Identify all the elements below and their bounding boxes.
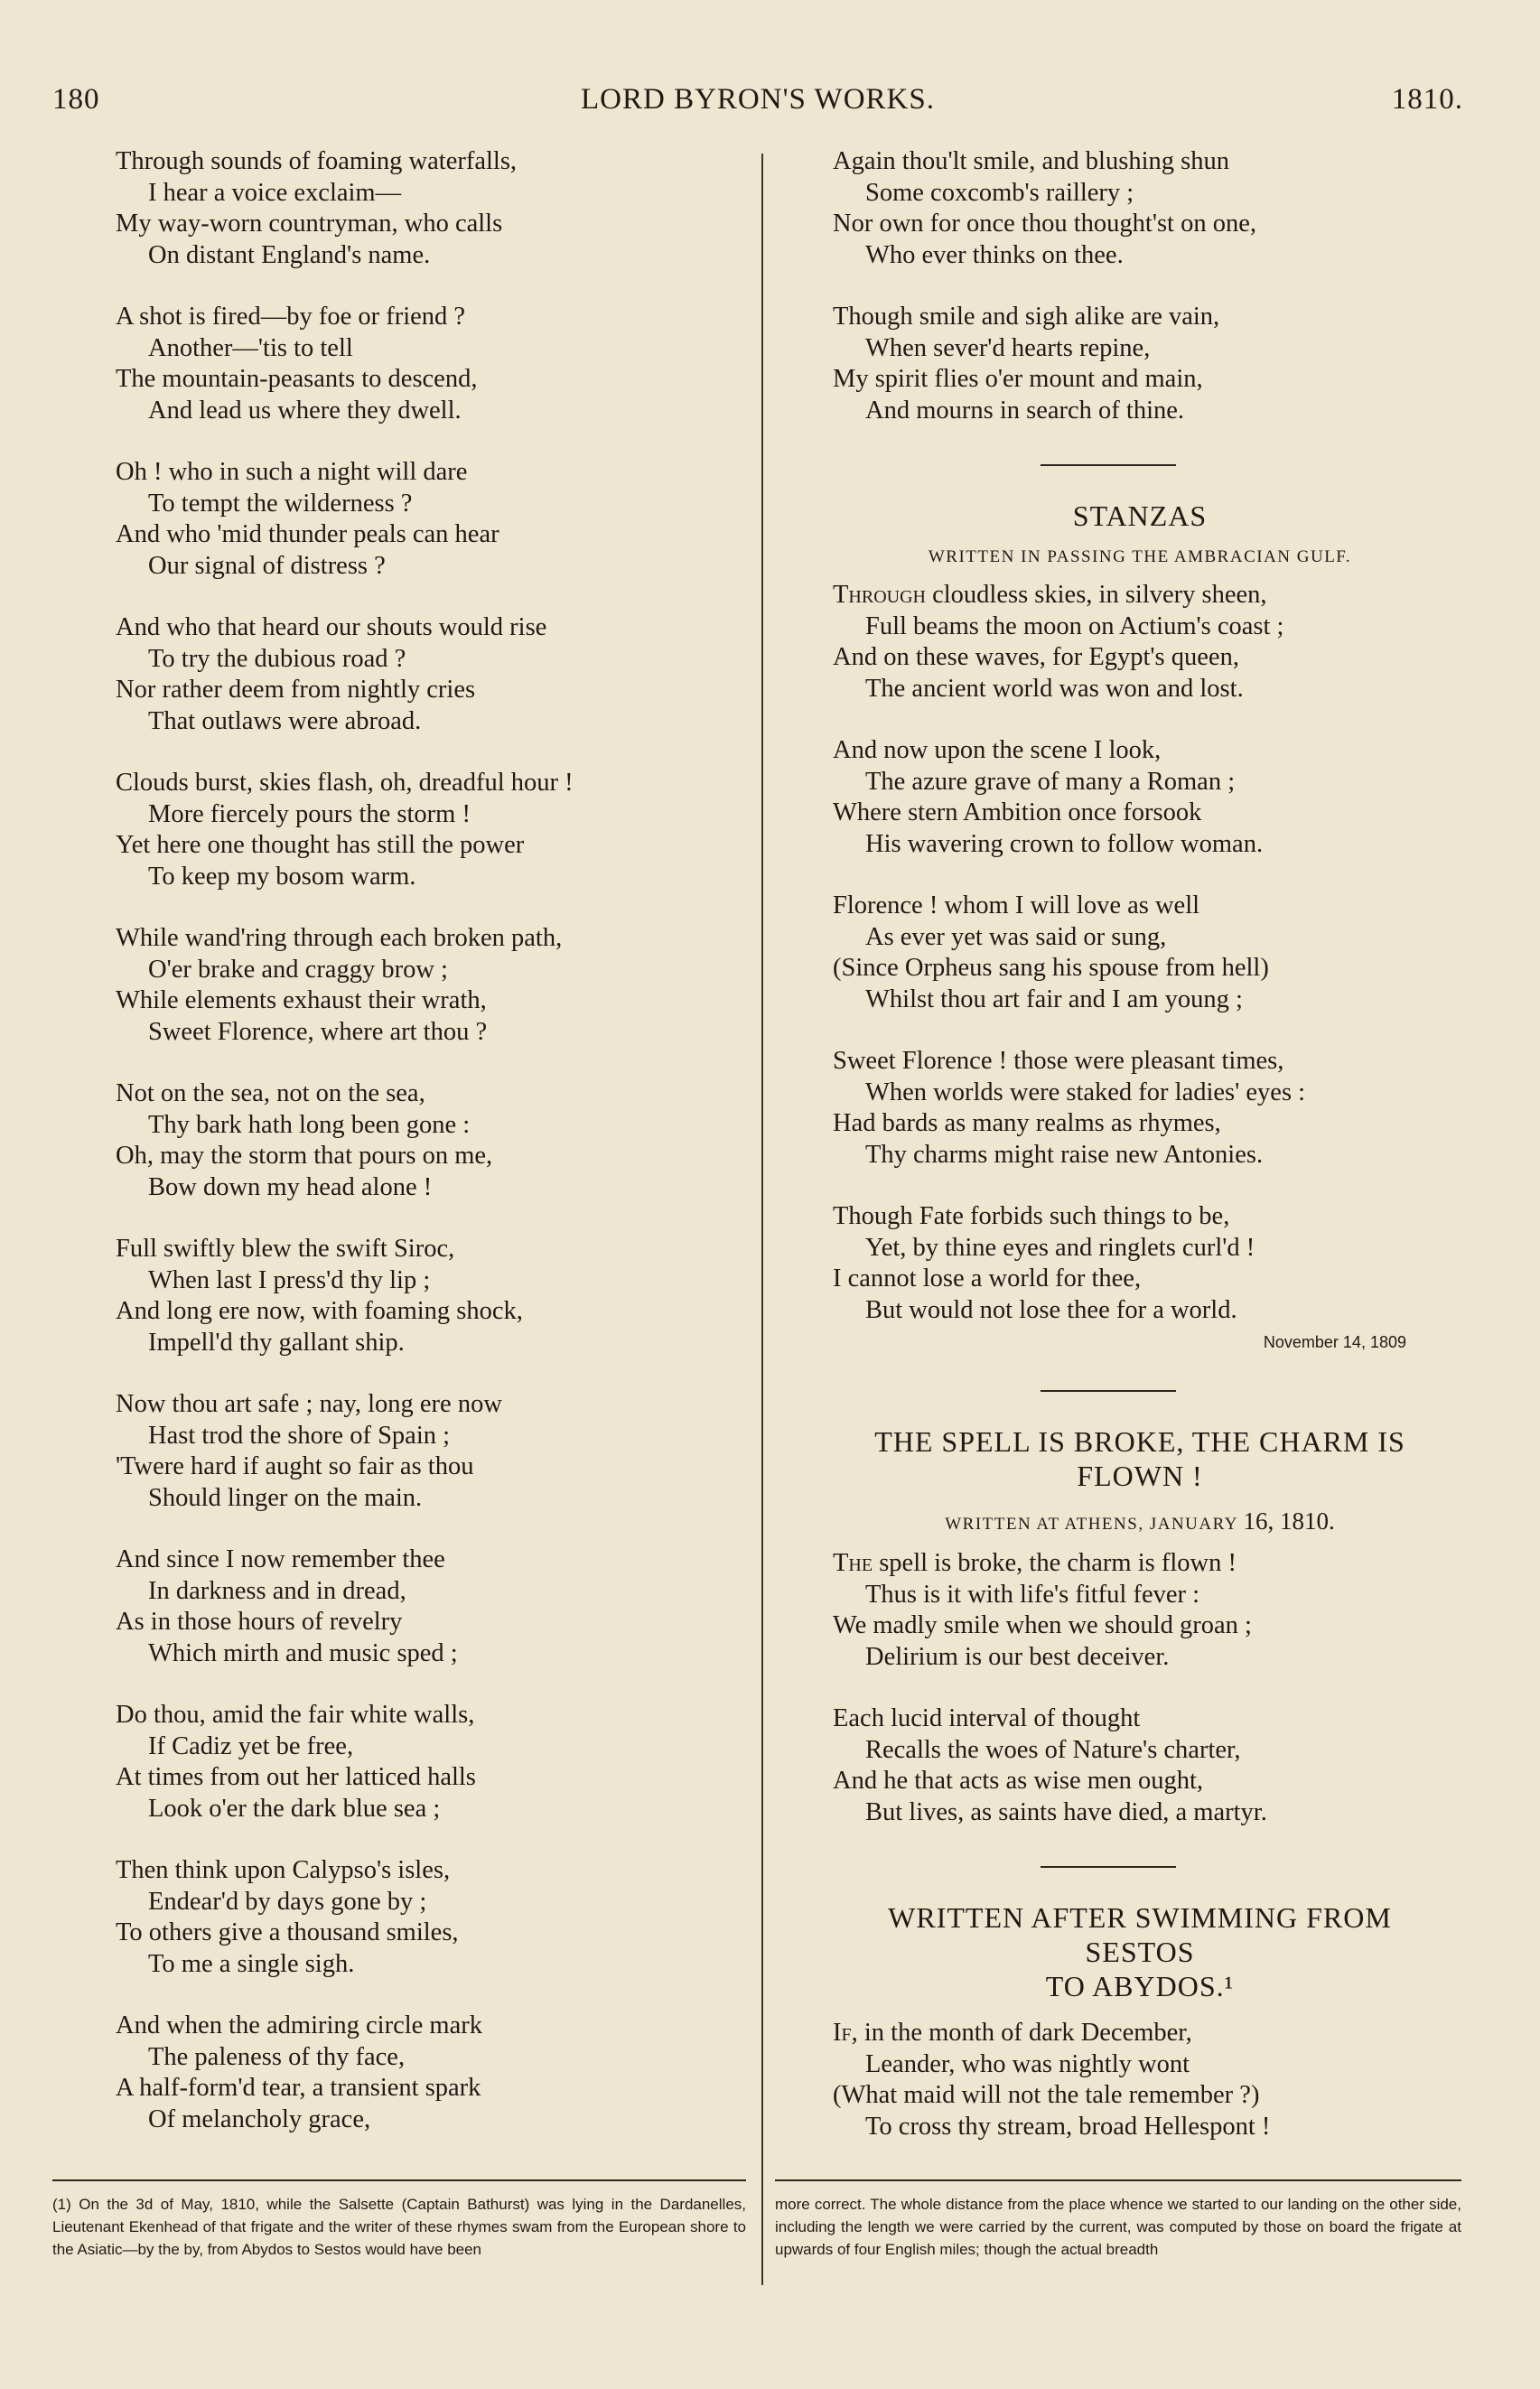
- poem-line: Who ever thinks on thee.: [865, 240, 1124, 269]
- poem-line: Sweet Florence ! those were pleasant times,: [833, 1047, 1284, 1075]
- poem-line: A shot is fired—by foe or friend ?: [116, 303, 466, 331]
- poem-line: Delirium is our best deceiver.: [865, 1642, 1170, 1671]
- poem-line: Thy bark hath long been gone :: [148, 1110, 471, 1139]
- column-divider: [761, 154, 763, 2285]
- stanza: [116, 1078, 748, 1203]
- poem-line: When sever'd hearts repine,: [865, 333, 1151, 362]
- poem-line: The azure grave of many a Roman ;: [865, 767, 1236, 796]
- header-year: 1810.: [1391, 83, 1463, 116]
- poem-line: And lead us where they dwell.: [148, 396, 462, 425]
- stanza: [116, 612, 748, 737]
- poem-line: Look o'er the dark blue sea ;: [148, 1794, 441, 1823]
- poem-line: At times from out her latticed halls: [116, 1763, 476, 1791]
- poem-line: Where stern Ambition once forsook: [833, 798, 1202, 826]
- poem-line: To try the dubious road ?: [148, 644, 406, 673]
- poem-line: Should linger on the main.: [148, 1483, 423, 1512]
- poem-subtitle-spell: WRITTEN AT ATHENS, JANUARY 16, 1810.: [945, 1507, 1335, 1535]
- footnote-rule: [52, 2179, 746, 2181]
- poem-line: Leander, who was nightly wont: [865, 2049, 1190, 2078]
- poem-line: Which mirth and music sped ;: [148, 1638, 458, 1667]
- poem-line: To keep my bosom warm.: [148, 862, 416, 891]
- poem-line: Thy charms might raise new Antonies.: [865, 1140, 1264, 1169]
- poem-line: And now upon the scene I look,: [833, 736, 1162, 764]
- page-number: 180: [52, 83, 100, 116]
- running-header: [52, 83, 1463, 128]
- poem-line: And since I now remember thee: [116, 1545, 445, 1573]
- right-column: [833, 146, 1447, 2173]
- poem-line: If Cadiz yet be free,: [148, 1731, 354, 1760]
- section-divider: [1041, 1866, 1176, 1868]
- poem-line: Through cloudless skies, in silvery sheen,: [833, 581, 1267, 609]
- poem-line: When worlds were staked for ladies' eyes :: [865, 1078, 1306, 1106]
- poem-line: I cannot lose a world for thee,: [833, 1264, 1142, 1292]
- poem-line: Full swiftly blew the swift Siroc,: [116, 1235, 455, 1263]
- poem-line: 'Twere hard if aught so fair as thou: [116, 1452, 474, 1480]
- stanza: [116, 457, 748, 582]
- poem-date: November 14, 1809: [1263, 1333, 1406, 1351]
- poem-line: The mountain-peasants to descend,: [116, 365, 478, 393]
- poem-line: And who that heard our shouts would rise: [116, 613, 547, 641]
- section-divider: [1041, 464, 1176, 466]
- poem-line: Oh ! who in such a night will dare: [116, 458, 468, 486]
- poem-continuation: [833, 146, 1447, 426]
- poem-line: Another—'tis to tell: [148, 333, 353, 362]
- poem-line: Full beams the moon on Actium's coast ;: [865, 611, 1284, 640]
- poem-line: And when the admiring circle mark: [116, 2011, 482, 2039]
- footnote-rule: [775, 2179, 1461, 2181]
- poem-line: Of melancholy grace,: [148, 2104, 371, 2133]
- poem-line: The spell is broke, the charm is flown !: [833, 1549, 1237, 1577]
- poem-line: Thus is it with life's fitful fever :: [865, 1580, 1200, 1609]
- section-divider: [1041, 1390, 1176, 1392]
- poem-line: The ancient world was won and lost.: [865, 674, 1244, 703]
- poem-line: As ever yet was said or sung,: [865, 922, 1167, 951]
- poem-line: Sweet Florence, where art thou ?: [148, 1017, 488, 1046]
- poem-line: And on these waves, for Egypt's queen,: [833, 643, 1239, 671]
- poem-line: As in those hours of revelry: [116, 1608, 403, 1636]
- poem-line: Not on the sea, not on the sea,: [116, 1079, 425, 1107]
- left-column: [116, 146, 748, 2166]
- poem-line: But lives, as saints have died, a martyr.: [865, 1797, 1267, 1826]
- poem-line: While wand'ring through each broken path,: [116, 924, 563, 952]
- footnote-text-right: more correct. The whole distance from the place whence we started to our landing on the other side, including the length we were carried by the current, was computed by those on board the frigate at upwards of four English miles; though the actual breadth: [775, 2196, 1461, 2258]
- stanza: [116, 923, 748, 1048]
- poem-line: And long ere now, with foaming shock,: [116, 1297, 523, 1325]
- poem-line: Oh, may the storm that pours on me,: [116, 1142, 493, 1170]
- poem-line: Hast trod the shore of Spain ;: [148, 1421, 451, 1450]
- stanza: [833, 735, 1447, 860]
- poem-subtitle-stanzas: WRITTEN IN PASSING THE AMBRACIAN GULF.: [928, 547, 1352, 566]
- poem-line: The paleness of thy face,: [148, 2042, 406, 2071]
- poem-line: I hear a voice exclaim—: [148, 178, 402, 207]
- poem-line: And who 'mid thunder peals can hear: [116, 520, 499, 548]
- poem-line: Florence ! whom I will love as well: [833, 891, 1200, 919]
- poem-line: More fiercely pours the storm !: [148, 799, 471, 828]
- stanza: [116, 302, 748, 426]
- poem-title-swimming: WRITTEN AFTER SWIMMING FROM SESTOS TO ABYDOS.¹: [888, 1901, 1392, 2002]
- stanza: [833, 146, 1447, 271]
- stanza: [833, 891, 1447, 1015]
- drop-word: Through: [833, 581, 926, 609]
- poem-line: Recalls the woes of Nature's charter,: [865, 1735, 1241, 1764]
- poem-line: Through sounds of foaming waterfalls,: [116, 147, 518, 175]
- poem-line: Had bards as many realms as rhymes,: [833, 1109, 1221, 1137]
- poem-line: His wavering crown to follow woman.: [865, 829, 1264, 858]
- poem-line: Yet here one thought has still the power: [116, 831, 525, 859]
- stanza: [833, 1703, 1447, 1828]
- poem-line: (What maid will not the tale remember ?): [833, 2081, 1260, 2109]
- poem-line: My spirit flies o'er mount and main,: [833, 365, 1203, 393]
- poem-line: Some coxcomb's raillery ;: [865, 178, 1134, 207]
- poem-line: Do thou, amid the fair white walls,: [116, 1701, 475, 1729]
- stanza: [833, 1201, 1447, 1326]
- drop-word: If,: [833, 2019, 858, 2047]
- poem-line: Now thou art safe ; nay, long ere now: [116, 1390, 502, 1418]
- poem-line: While elements exhaust their wrath,: [116, 986, 487, 1014]
- footnote-text-left: (1) On the 3d of May, 1810, while the Salsette (Captain Bathurst) was lying in the Dardanelles, Lieutenant Ekenhead of that frigate and the writer of these rhymes swam from the European shore to the Asiatic—by the by, from Abydos to Sestos would have been: [52, 2196, 746, 2258]
- poem-line: And mourns in search of thine.: [865, 396, 1185, 425]
- stanza: [833, 1046, 1447, 1171]
- poem-line: Nor rather deem from nightly cries: [116, 676, 476, 704]
- poem-title-spell: THE SPELL IS BROKE, THE CHARM IS FLOWN !: [874, 1425, 1405, 1492]
- poem-line: My way-worn countryman, who calls: [116, 210, 503, 238]
- stanza: [833, 580, 1447, 705]
- poem-line: On distant England's name.: [148, 240, 431, 269]
- poem-line: But would not lose thee for a world.: [865, 1295, 1237, 1324]
- drop-word: The: [833, 1549, 873, 1577]
- poem-line: Bow down my head alone !: [148, 1172, 433, 1201]
- poem-body-stanzas: [833, 735, 1447, 1326]
- poem-line: Nor own for once thou thought'st on one,: [833, 210, 1256, 238]
- poem-line: To tempt the wilderness ?: [148, 489, 413, 518]
- poem-line: O'er brake and craggy brow ;: [148, 955, 448, 984]
- poem-line: Yet, by thine eyes and ringlets curl'd !: [865, 1233, 1255, 1262]
- running-title: LORD BYRON'S WORKS.: [581, 83, 935, 116]
- stanza: [116, 1855, 748, 1980]
- poem-line: We madly smile when we should groan ;: [833, 1611, 1252, 1639]
- stanza: [833, 2018, 1447, 2142]
- poem-line: And he that acts as wise men ought,: [833, 1767, 1203, 1795]
- poem-line: Though Fate forbids such things to be,: [833, 1202, 1230, 1230]
- poem-line: Then think upon Calypso's isles,: [116, 1856, 451, 1884]
- poem-line: To me a single sigh.: [148, 1949, 355, 1978]
- poem-line: Clouds burst, skies flash, oh, dreadful hour !: [116, 769, 574, 797]
- poem-line: (Since Orpheus sang his spouse from hell): [833, 954, 1269, 982]
- poem-line: Endear'd by days gone by ;: [148, 1887, 427, 1916]
- stanza: [116, 1544, 748, 1669]
- poem-line: If, in the month of dark December,: [833, 2019, 1192, 2047]
- stanza: [116, 1234, 748, 1358]
- poem-line: To cross thy stream, broad Hellespont !: [865, 2112, 1271, 2141]
- stanza: [116, 1389, 748, 1514]
- poem-line: In darkness and in dread,: [148, 1576, 406, 1605]
- poem-line: Though smile and sigh alike are vain,: [833, 303, 1220, 331]
- stanza: [116, 2011, 748, 2135]
- stanza: [116, 1700, 748, 1824]
- poem-line: Each lucid interval of thought: [833, 1704, 1141, 1732]
- stanza: [833, 1548, 1447, 1673]
- poem-line: Our signal of distress ?: [148, 551, 386, 580]
- poem-body-spell: [833, 1703, 1447, 1828]
- poem-line: That outlaws were abroad.: [148, 706, 422, 735]
- poem-line: When last I press'd thy lip ;: [148, 1265, 431, 1294]
- poem-line: Again thou'lt smile, and blushing shun: [833, 147, 1229, 175]
- stanza: [833, 302, 1447, 426]
- poem-line: A half-form'd tear, a transient spark: [116, 2074, 481, 2102]
- stanza: [116, 146, 748, 271]
- poem-line: Whilst thou art fair and I am young ;: [865, 985, 1243, 1013]
- stanza: [116, 768, 748, 892]
- poem-line: Impell'd thy gallant ship.: [148, 1328, 405, 1357]
- poem-title-stanzas: STANZAS: [1072, 499, 1208, 532]
- poem-line: To others give a thousand smiles,: [116, 1918, 459, 1946]
